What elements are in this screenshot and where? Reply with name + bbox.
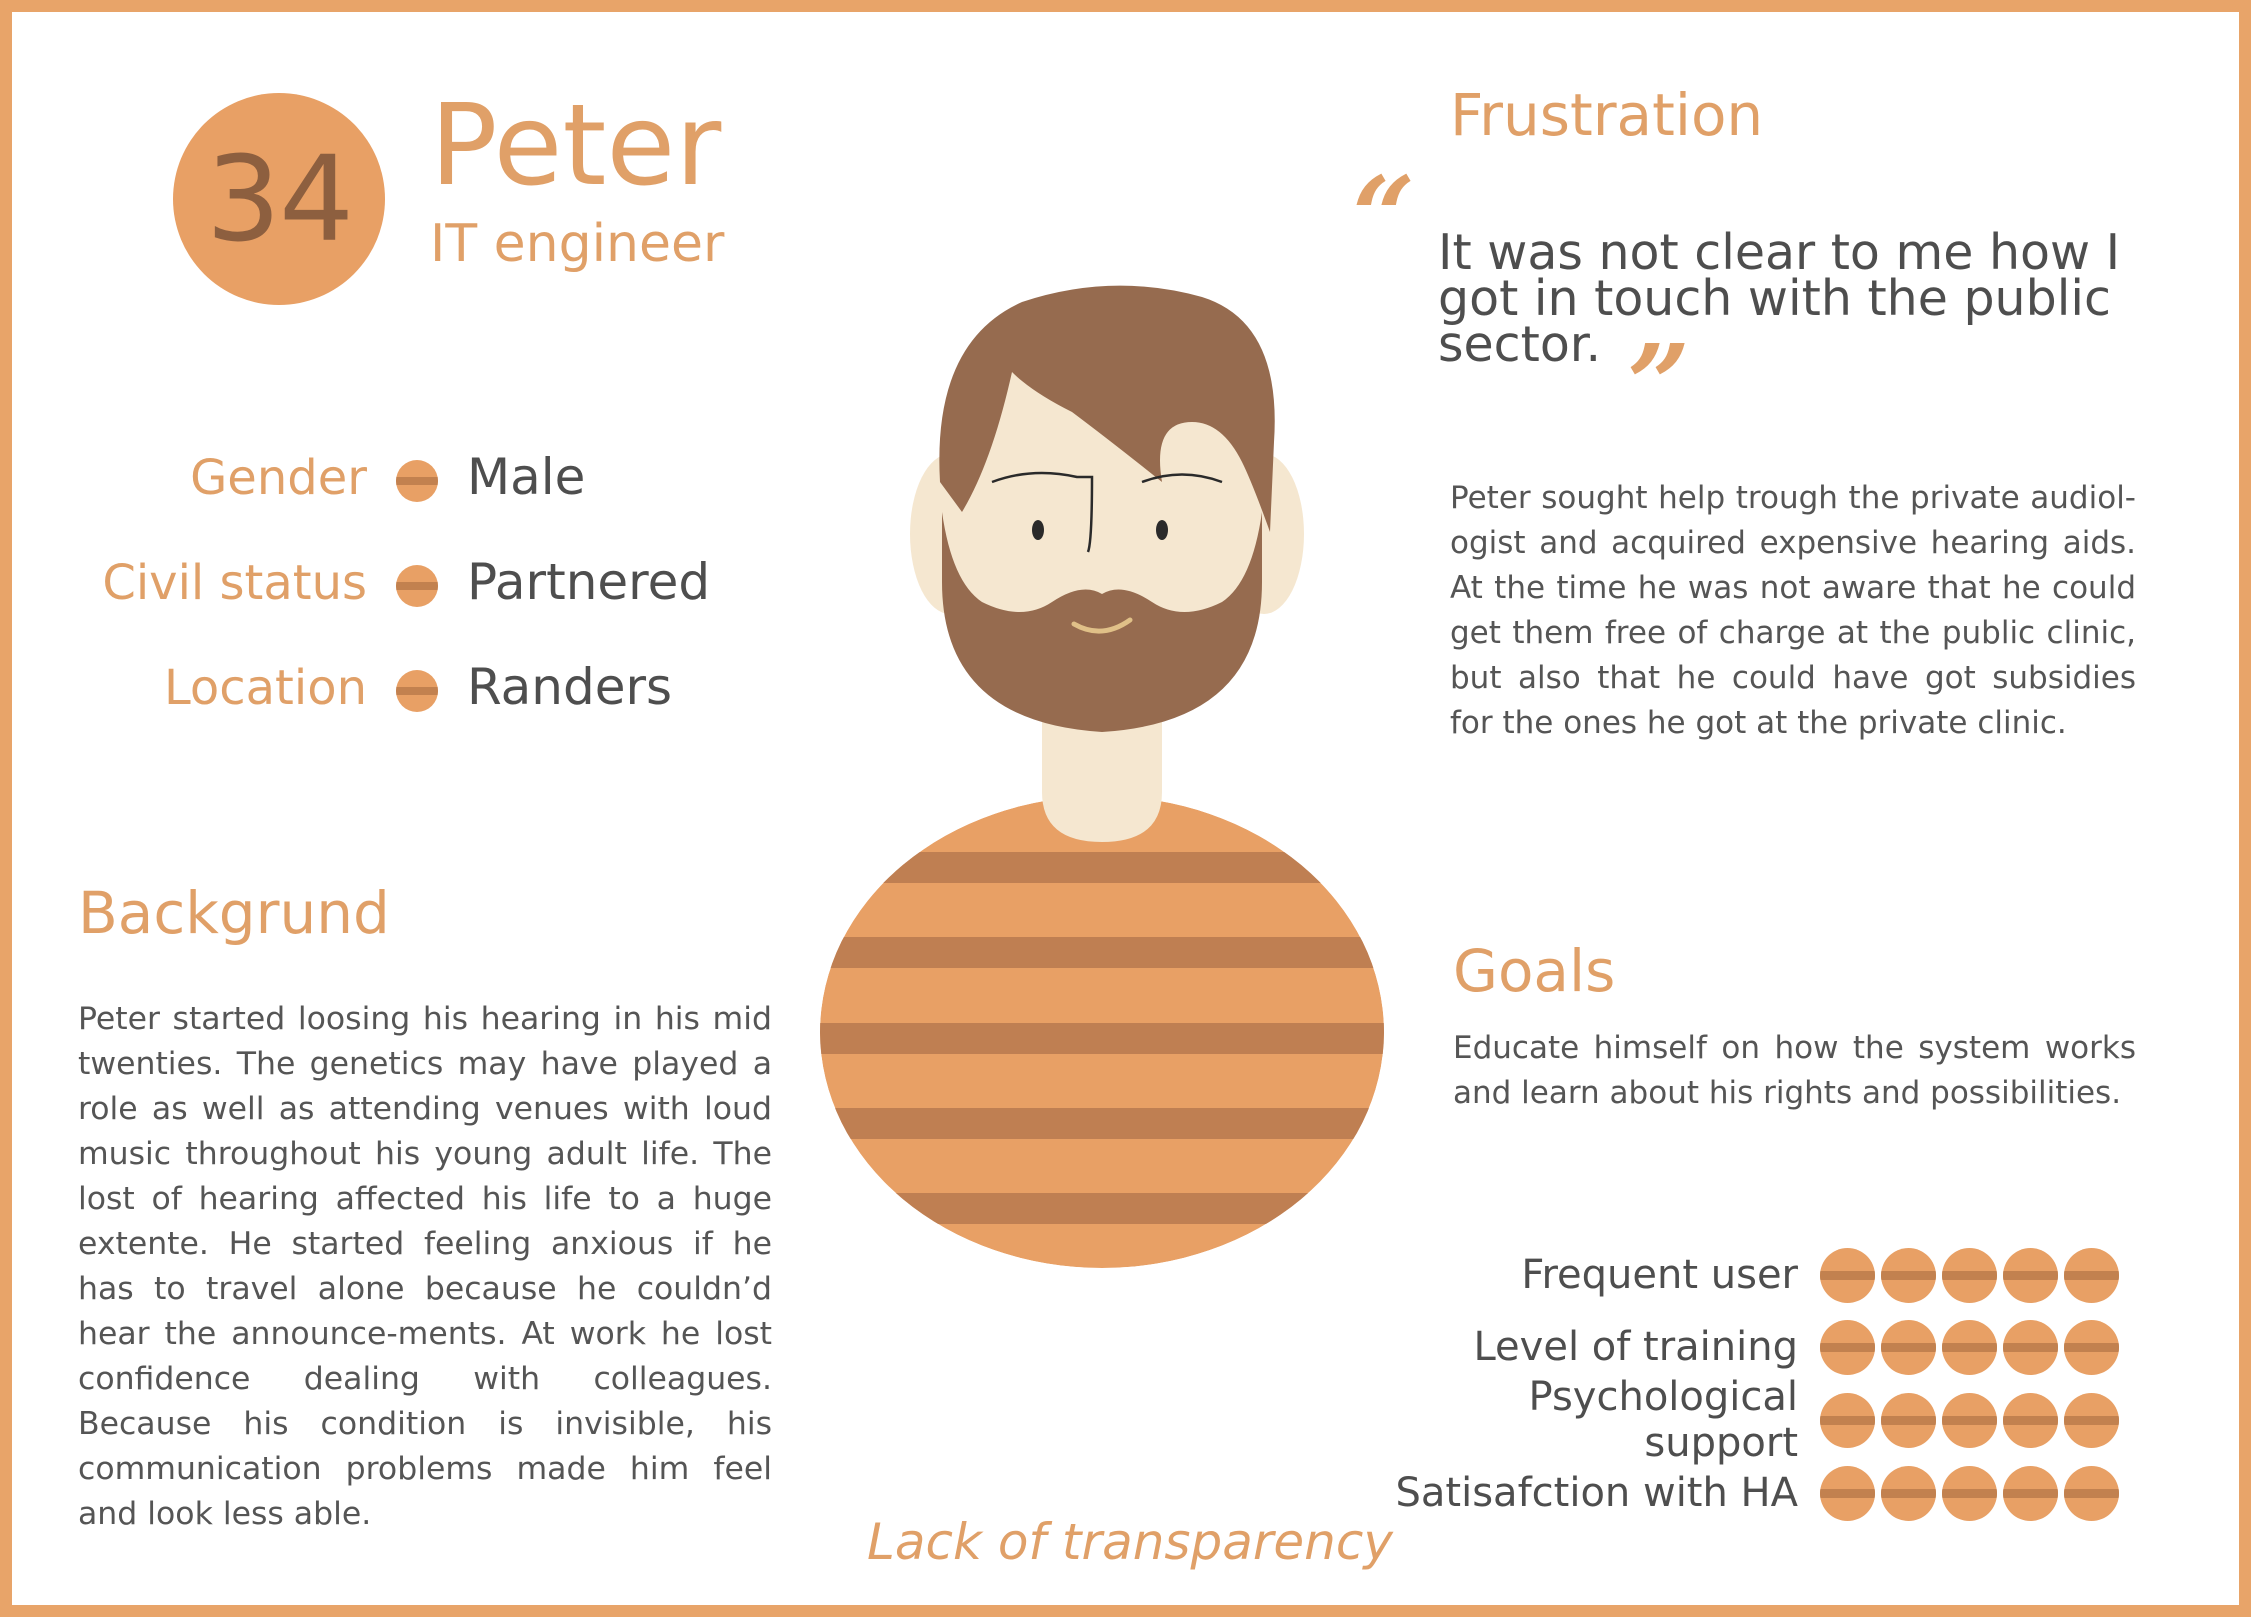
attribute-label-civil-status: Civil status	[102, 555, 367, 611]
persona-role: IT engineer	[430, 214, 725, 274]
rating-dot-icon	[2064, 1248, 2119, 1303]
rating-dot-icon	[1942, 1320, 1997, 1375]
persona-name: Peter	[430, 81, 722, 211]
frustration-text: Peter sought help trough the private audiol-ogist and acquired expensive hearing aids. At the time he was not aware that he could get them free of charge at the public clinic, but also that he could have got subsidies for the ones he got at the private clinic.	[1450, 480, 2136, 741]
tagline: Lack of transparency	[867, 1513, 1393, 1571]
attribute-value-location: Randers	[467, 658, 673, 716]
open-quote-icon: “	[1352, 152, 1416, 281]
rating-dot-icon	[1942, 1466, 1997, 1521]
rating-dot-icon	[1820, 1248, 1875, 1303]
rating-dot-icon	[2003, 1393, 2058, 1448]
rating-dot-icon	[1820, 1466, 1875, 1521]
rating-dot-icon	[2003, 1320, 2058, 1375]
attribute-value-gender: Male	[467, 448, 586, 506]
attribute-bullet-icon	[396, 670, 438, 712]
rating-dots	[1820, 1248, 2119, 1303]
goals-text: Educate himself on how the system works and learn about his rights and possibilities.	[1453, 1030, 2136, 1111]
rating-dots	[1820, 1320, 2119, 1375]
frustration-heading: Frustration	[1450, 81, 1764, 149]
rating-dot-icon	[1820, 1393, 1875, 1448]
rating-label: Level of training	[1473, 1324, 1798, 1370]
rating-dot-icon	[2003, 1466, 2058, 1521]
striped-shirt	[812, 796, 1402, 1268]
attribute-bullet-icon	[396, 565, 438, 607]
rating-dots	[1820, 1393, 2119, 1448]
close-quote-icon: ”	[1627, 320, 1691, 449]
rating-dots	[1820, 1466, 2119, 1521]
rating-frequent-user	[1392, 1244, 2142, 1306]
rating-dot-icon	[1881, 1248, 1936, 1303]
rating-dot-icon	[2003, 1248, 2058, 1303]
rating-level-of-training	[1392, 1316, 2142, 1378]
rating-dot-icon	[1942, 1393, 1997, 1448]
rating-psychological-support	[1392, 1374, 2142, 1466]
attribute-bullet-icon	[396, 460, 438, 502]
left-eye	[1032, 520, 1044, 540]
rating-dot-icon	[2064, 1466, 2119, 1521]
attribute-label-location: Location	[163, 660, 367, 716]
attribute-label-gender: Gender	[190, 450, 367, 506]
rating-label: Satisafction with HA	[1395, 1470, 1798, 1516]
goals-heading: Goals	[1453, 937, 1616, 1005]
rating-dot-icon	[1820, 1320, 1875, 1375]
rating-dot-icon	[1881, 1320, 1936, 1375]
rating-label: Psychological support	[1528, 1374, 1798, 1466]
rating-satisfaction-with-ha	[1392, 1462, 2142, 1524]
attribute-value-civil-status: Partnered	[467, 553, 711, 611]
rating-dot-icon	[2064, 1320, 2119, 1375]
persona-avatar	[812, 282, 1402, 1282]
age-badge	[173, 93, 385, 305]
rating-dot-icon	[1881, 1466, 1936, 1521]
frustration-quote: It was not clear to me how I got in touch with the public sector.	[1438, 224, 2121, 373]
right-eye	[1156, 520, 1168, 540]
background-text: Peter started loosing his hearing in his mid twenties. The genetics may have played a role as well as attending venues with loud music throughout his young adult life. The lost of hearing affected his life to a huge extente. He started feeling anxious if he has to travel alone because he couldn’d hear the announce-ments. At work he lost confidence dealing with colleagues. Because his condition is invisible, his communication problems made him feel and look less able.	[78, 1001, 772, 1532]
age-value: 34	[205, 130, 353, 268]
rating-dot-icon	[2064, 1393, 2119, 1448]
rating-dot-icon	[1942, 1248, 1997, 1303]
background-heading: Backgrund	[78, 879, 390, 947]
rating-dot-icon	[1881, 1393, 1936, 1448]
rating-label: Frequent user	[1521, 1252, 1798, 1298]
